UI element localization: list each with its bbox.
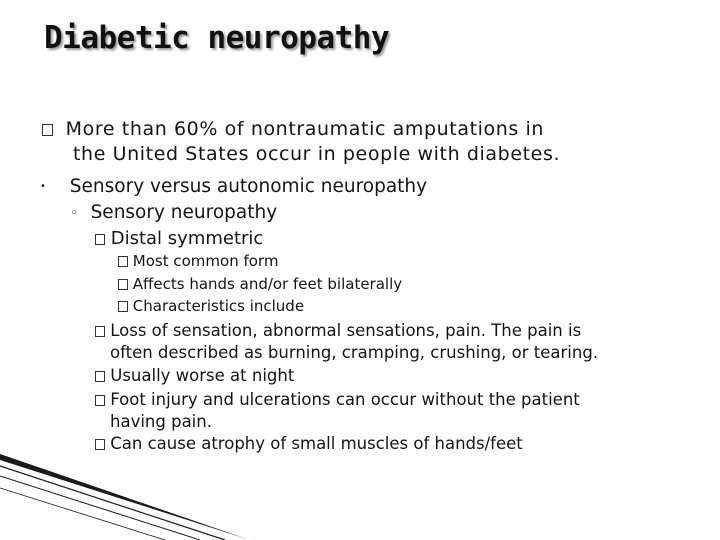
bullet-sensory-neuropathy: ◦ Sensory neuropathy	[70, 202, 278, 223]
swoosh-line	[0, 488, 165, 540]
swoosh-line	[0, 466, 225, 540]
ring-bullet-icon: ◦	[70, 206, 78, 221]
bullet-most-common-form: Most common form	[118, 252, 278, 270]
checkbox-bullet-icon	[118, 279, 128, 290]
bullet-foot-injury: Foot injury and ulcerations can occur without the patient	[95, 390, 580, 409]
bullet-foot-injury-continued: having pain.	[110, 412, 212, 431]
slide-title: Diabetic neuropathy	[44, 20, 390, 56]
bullet-worse-at-night: Usually worse at night	[95, 366, 294, 385]
checkbox-bullet-icon	[95, 371, 105, 382]
bullet-affects-hands-feet: Affects hands and/or feet bilaterally	[118, 275, 402, 293]
bullet-amputation-stat-continued: the United States occur in people with diabetes.	[73, 143, 561, 165]
checkbox-bullet-icon	[42, 124, 53, 136]
bullet-distal-symmetric: Distal symmetric	[95, 228, 263, 249]
decorative-swoosh	[0, 440, 260, 540]
bullet-characteristics-include: Characteristics include	[118, 297, 304, 315]
checkbox-bullet-icon	[95, 326, 105, 337]
swoosh-line	[0, 476, 200, 540]
bullet-atrophy: Can cause atrophy of small muscles of hands/feet	[95, 434, 523, 453]
bullet-amputation-stat: More than 60% of nontraumatic amputations in	[42, 118, 544, 140]
bullet-sensory-vs-autonomic: • Sensory versus autonomic neuropathy	[40, 176, 428, 197]
bullet-loss-of-sensation-continued: often described as burning, cramping, crushing, or tearing.	[110, 343, 599, 362]
dot-bullet-icon: •	[40, 181, 46, 192]
checkbox-bullet-icon	[95, 234, 105, 245]
checkbox-bullet-icon	[95, 395, 105, 406]
checkbox-bullet-icon	[118, 301, 128, 312]
checkbox-bullet-icon	[118, 256, 128, 267]
bullet-loss-of-sensation: Loss of sensation, abnormal sensations, pain. The pain is	[95, 321, 581, 340]
